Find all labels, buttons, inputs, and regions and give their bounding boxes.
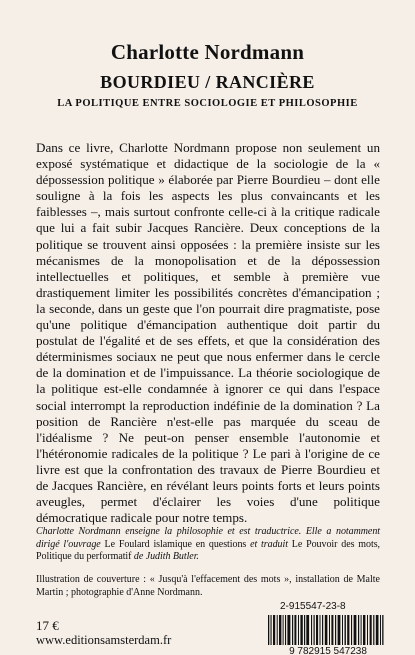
publisher-website: www.editionsamsterdam.fr bbox=[36, 633, 172, 647]
author-name: Charlotte Nordmann bbox=[110, 40, 305, 64]
bio-part-1: Charlotte Nordmann enseigne la philosophie et est traductrice. Elle a notamment dirigé l'ouvrage bbox=[36, 526, 380, 550]
barcode-number: 9 782915 547238 bbox=[289, 646, 367, 655]
blurb-text: Dans ce livre, Charlotte Nordmann propose non seulement un exposé systématique et didactique de la sociologie de la « dépossession politique » élaborée par Pierre Bourdieu – dont elle souligne à la fois les aspects les plus convaincants et les faiblesses –, mais surtout confronte celle-ci à la critique radicale que lui a fait subir Jacques Rancière. Deux conceptions de la politique se trouvent ainsi opposées : la première insiste sur les mécanismes de la monopolisation et de la dépossession intellectuelles et politiques, et semble à première vue drastiquement limiter les possibilités concrètes d'émancipation ; la seconde, dans un geste que l'on pourrait dire pragmatiste, pose qu'une politique d'émancipation authentique doit partir du postulat de l'égalité et de ses effets, et que la considération des déterminismes sociaux ne peut que nous enfermer dans le cercle de la domination et de l'impuissance. La théorie sociologique de la politique est-elle condamnée à ignorer ce qui dans l'espace social interrompt la reproduction indéfinie de la domination ? La position de Rancière n'est-elle pas marquée du sceau de l'idéalisme ? Ne peut-on penser ensemble l'autonomie et l'hétéronomie radicales de la politique ? Le pari à l'origine de ce livre est que la confrontation des travaux de Pierre Bourdieu et de Jacques Rancière, en révélant leurs points forts et leurs points aveugles, permet d'éclairer les voies d'une politique démocratique radicale pour notre temps. bbox=[36, 140, 380, 526]
barcode bbox=[260, 615, 396, 655]
book-title: BOURDIEU / RANCIÈRE bbox=[100, 72, 315, 92]
bio-part-3: et traduit bbox=[250, 538, 288, 550]
author-bio bbox=[36, 526, 380, 564]
bio-part-2: Le Foulard islamique en questions bbox=[100, 538, 251, 550]
book-subtitle: LA POLITIQUE ENTRE SOCIOLOGIE ET PHILOSOPHIE bbox=[57, 98, 358, 109]
cover-credits: Illustration de couverture : « Jusqu'à l'effacement des mots », installation de Malte Martin ; photographie d'Anne Nordmann. bbox=[36, 574, 380, 598]
bio-part-5: de Judith Butler. bbox=[133, 551, 199, 563]
price: 17 € bbox=[36, 618, 59, 633]
isbn: 2-915547-23-8 bbox=[280, 601, 346, 612]
barcode-image bbox=[260, 615, 396, 655]
bio-part-4: Le Pouvoir des mots, Politique du performatif bbox=[36, 538, 380, 563]
